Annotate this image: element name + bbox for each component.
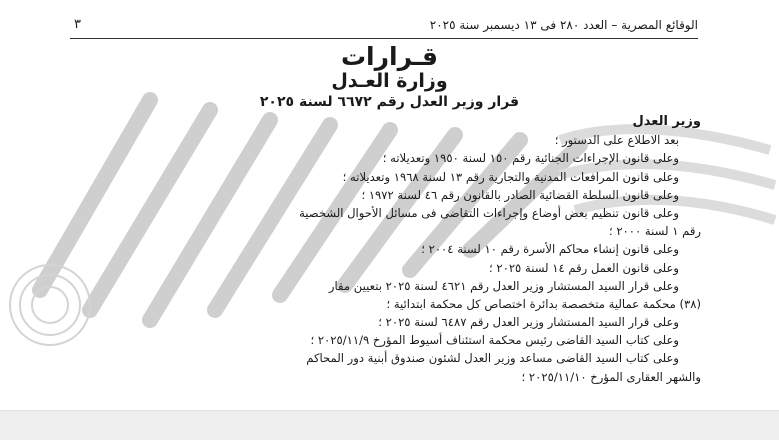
decree-body — [61, 113, 701, 386]
body-line: وعلى قانون السلطة القضائية الصادر بالقانون رقم ٤٦ لسنة ١٩٧٢ ؛ — [361, 187, 679, 202]
body-line: وعلى قانون إنشاء محاكم الأسرة رقم ١٠ لسنة ٢٠٠٤ ؛ — [421, 242, 679, 257]
page-number: ٣ — [74, 17, 81, 32]
body-line: رقم ١ لسنة ٢٠٠٠ ؛ — [608, 224, 701, 239]
section-title: قـرارات — [340, 42, 439, 71]
body-line: وعلى كتاب السيد القاضى رئيس محكمة استئناف أسيوط المؤرخ ٢٠٢٥/١١/٩ ؛ — [310, 333, 679, 348]
body-line: وعلى كتاب السيد القاضى مساعد وزير العدل لشئون صندوق أبنية دور المحاكم — [306, 351, 679, 366]
body-line: والشهر العقارى المؤرخ ٢٠٢٥/١١/١٠ ؛ — [521, 369, 701, 384]
body-line: وعلى قرار السيد المستشار وزير العدل رقم ٤٦٢١ لسنة ٢٠٢٥ بتعيين مقار — [328, 278, 679, 293]
issuer-heading: وزير العدل — [632, 114, 701, 129]
body-line: وعلى قانون العمل رقم ١٤ لسنة ٢٠٢٥ ؛ — [489, 260, 679, 275]
body-line: وعلى قرار السيد المستشار وزير العدل رقم ٦٤٨٧ لسنة ٢٠٢٥ ؛ — [378, 315, 679, 330]
running-header — [70, 16, 698, 39]
body-line: (٣٨) محكمة عمالية متخصصة بدائرة اختصاص كل محكمة ابتدائية ؛ — [386, 296, 701, 311]
header-title: الوقائع المصرية – العدد ٢٨٠ فى ١٣ ديسمبر سنة ٢٠٢٥ — [429, 18, 698, 32]
ministry-title: وزارة العـدل — [331, 70, 448, 92]
body-line: وعلى قانون تنظيم بعض أوضاع وإجراءات التقاضى فى مسائل الأحوال الشخصية — [299, 205, 679, 220]
page-bottom-margin — [0, 410, 779, 440]
body-line: بعد الاطلاع على الدستور ؛ — [554, 133, 679, 148]
body-line: وعلى قانون المرافعات المدنية والتجارية رقم ١٣ لسنة ١٩٦٨ وتعديلاته ؛ — [342, 169, 679, 184]
body-line: وعلى قانون الإجراءات الجنائية رقم ١٥٠ لسنة ١٩٥٠ وتعديلاته ؛ — [382, 151, 679, 166]
decree-title: قرار وزير العدل رقم ٦٦٧٢ لسنة ٢٠٢٥ — [259, 94, 520, 110]
